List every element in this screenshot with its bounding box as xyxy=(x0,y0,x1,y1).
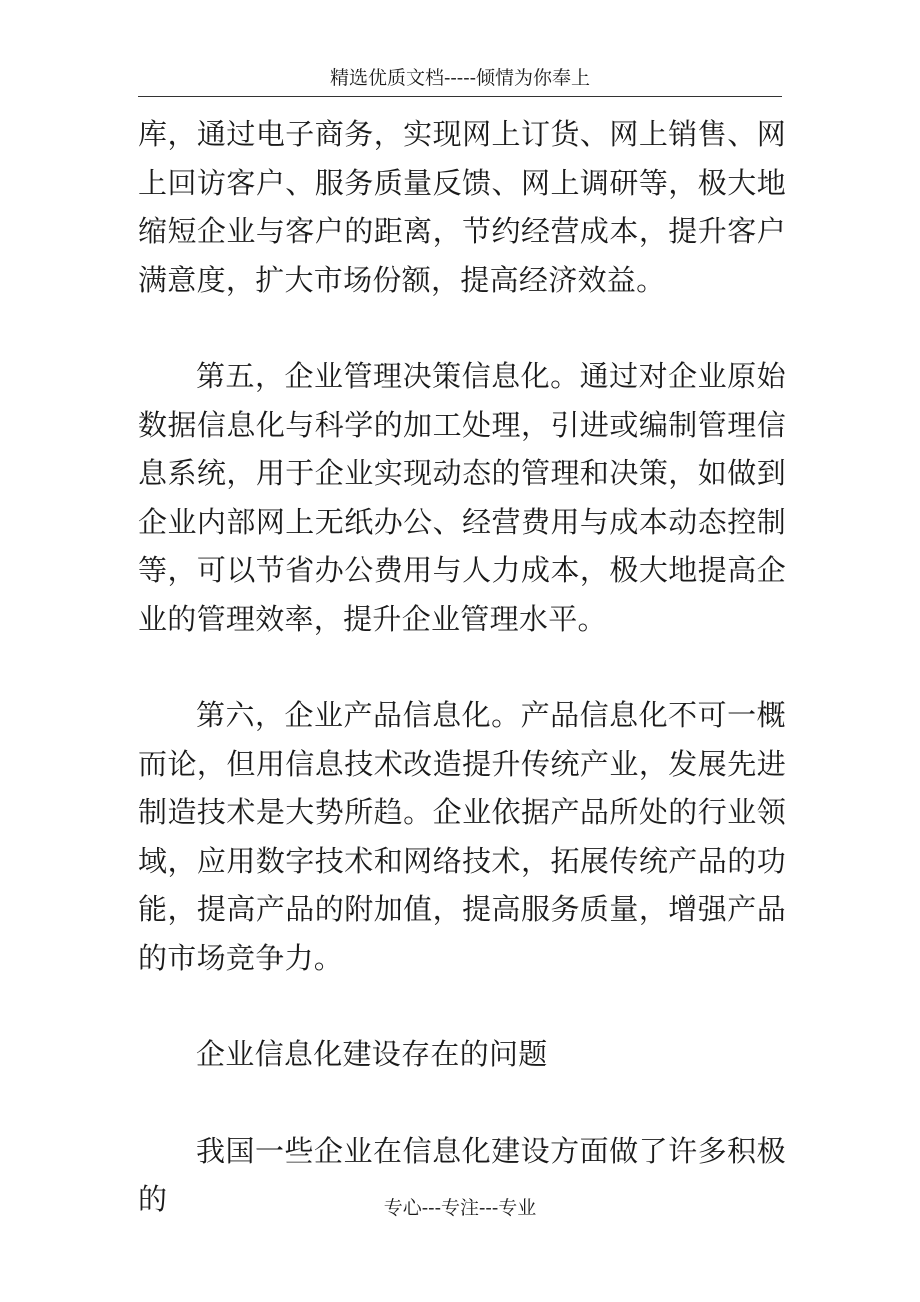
section-heading: 企业信息化建设存在的问题 xyxy=(196,1037,548,1071)
paragraph-continued: 库，通过电子商务，实现网上订货、网上销售、网上回访客户、服务质量反馈、网上调研等，极大地缩短企业与客户的距离，节约经营成本，提升客户满意度，扩大市场份额，提高经济效益。 xyxy=(138,117,786,297)
paragraph-product-informatization: 第六，企业产品信息化。产品信息化不可一概而论，但用信息技术改造提升传统产业，发展先进制造技术是大势所趋。企业依据产品所处的行业领域，应用数字技术和网络技术，拓展传统产品的功能，提高产品的附加值，提高服务质量，增强产品的市场竞争力。 xyxy=(138,698,786,975)
paragraph-management-decision: 第五，企业管理决策信息化。通过对企业原始数据信息化与科学的加工处理，引进或编制管理信息系统，用于企业实现动态的管理和决策，如做到企业内部网上无纸办公、经营费用与成本动态控制等，可以节省办公费用与人力成本，极大地提高企业的管理效率，提升企业管理水平。 xyxy=(138,359,786,636)
page-footer: 专心---专注---专业 xyxy=(383,1197,537,1219)
paragraph-problems-intro: 我国一些企业在信息化建设方面做了许多积极的 xyxy=(138,1133,786,1216)
document-body xyxy=(138,110,786,1224)
page-header: 精选优质文档-----倾情为你奉上 xyxy=(138,60,782,97)
